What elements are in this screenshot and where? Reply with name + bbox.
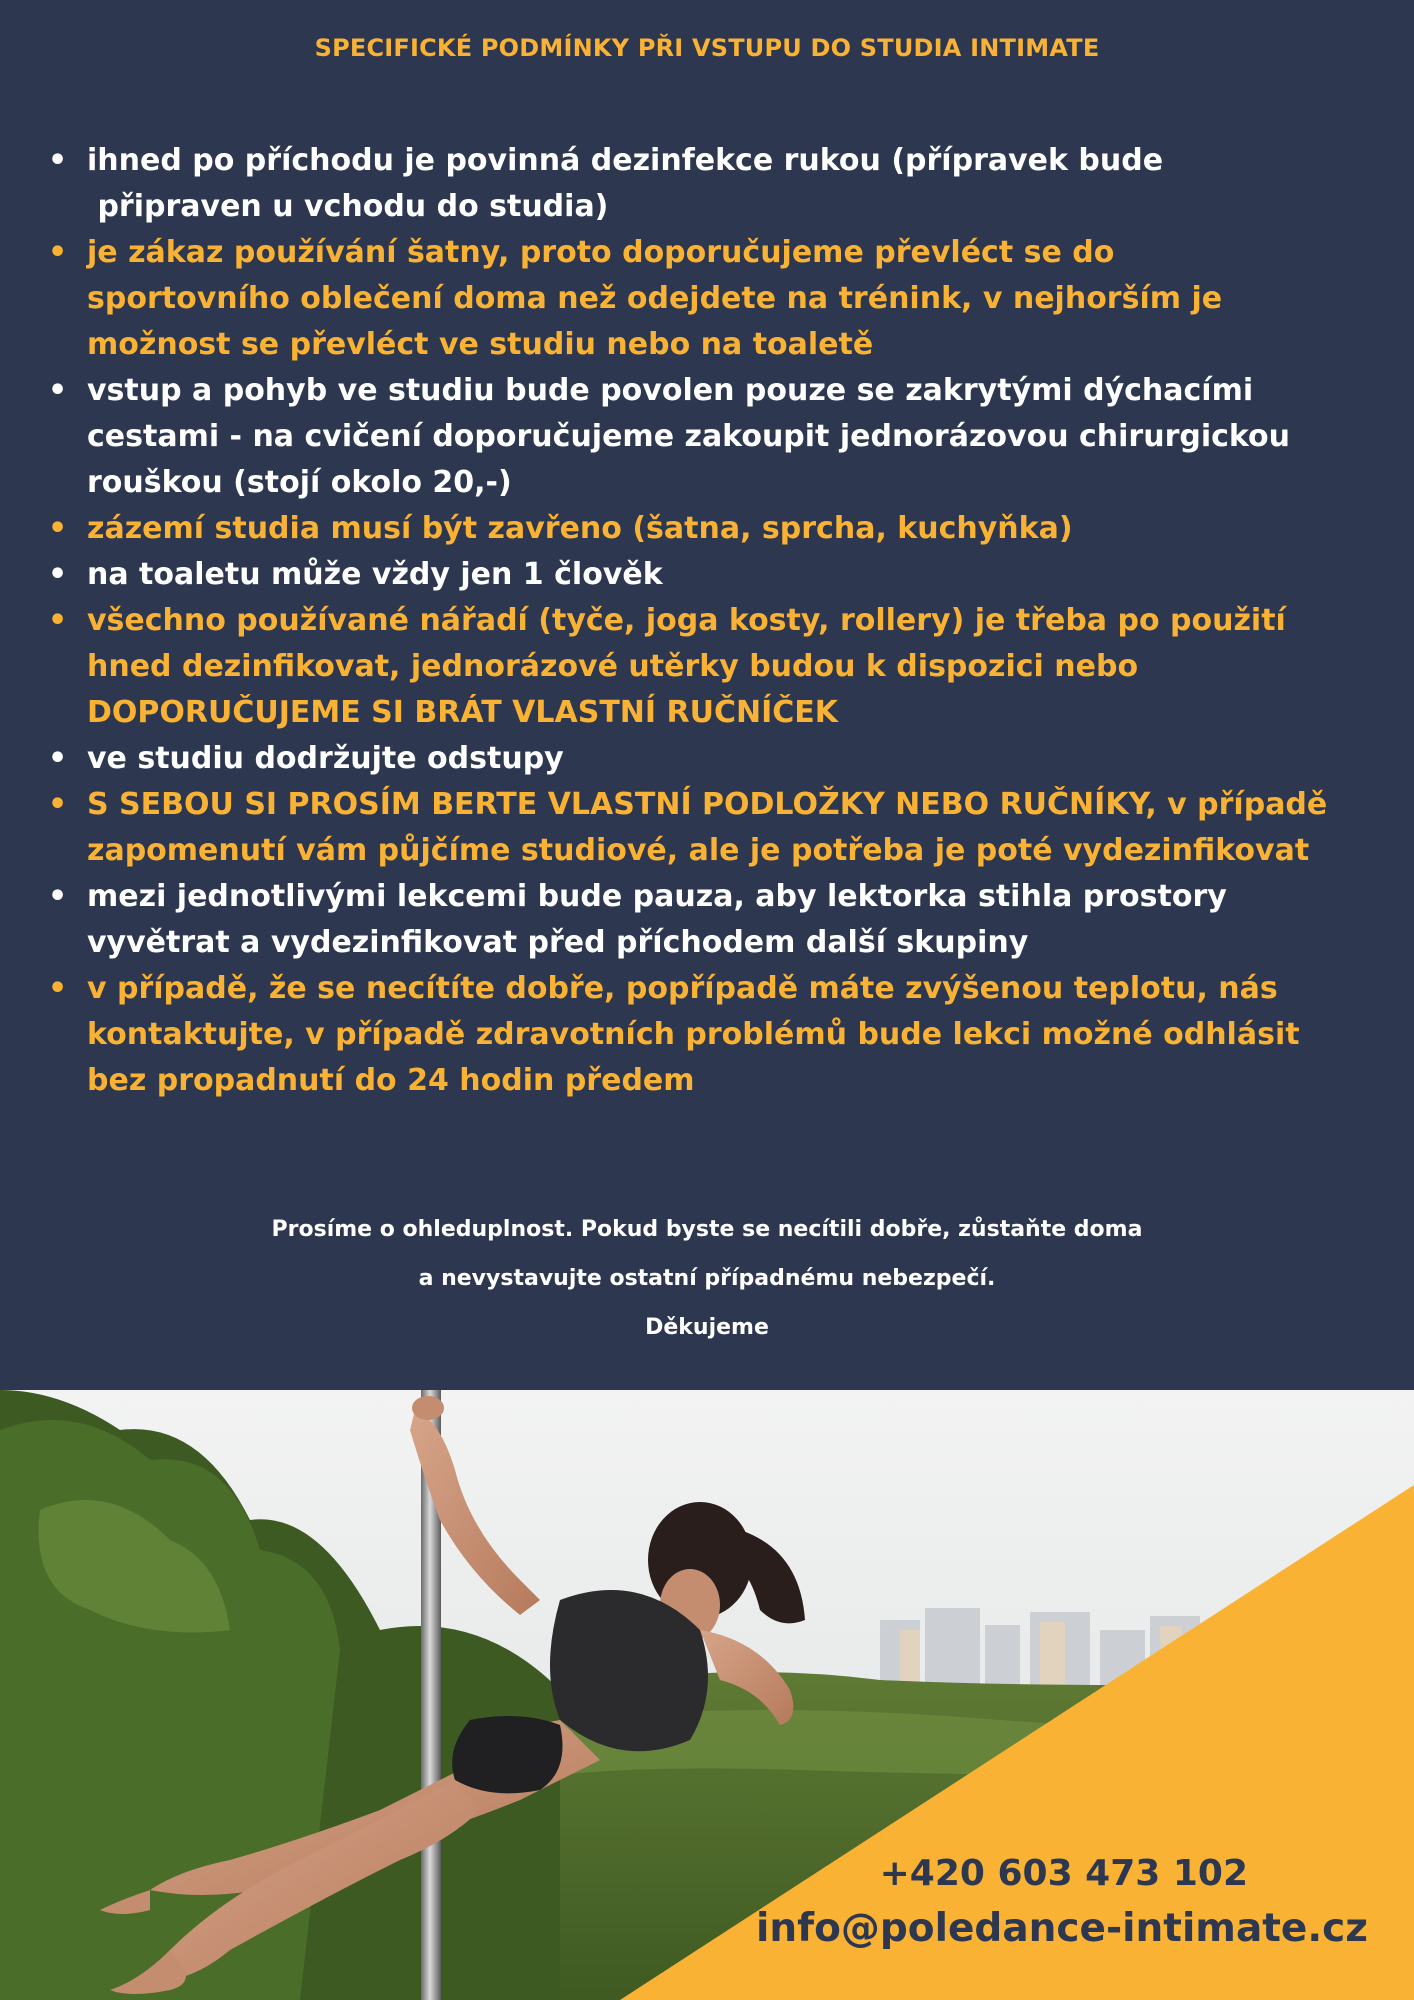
rule-line: S SEBOU SI PROSÍM BERTE VLASTNÍ PODLOŽKY NEBO RUČNÍKY, v případě — [87, 787, 1328, 822]
rule-line: je zákaz používání šatny, proto doporučujeme převléct se do — [87, 235, 1115, 270]
bullet-icon: • — [48, 373, 68, 408]
rule-line: bez propadnutí do 24 hodin předem — [87, 1063, 695, 1098]
contact-info — [756, 1848, 1368, 1958]
rule-item — [42, 506, 1382, 552]
rule-line: vstup a pohyb ve studiu bude povolen pouze se zakrytými dýchacími — [87, 373, 1254, 408]
rule-line: cestami - na cvičení doporučujeme zakoupit jednorázovou chirurgickou — [87, 419, 1291, 454]
rule-item — [42, 230, 1382, 368]
rule-line: všechno používané nářadí (tyče, joga kosty, rollery) je třeba po použití — [87, 603, 1286, 638]
rule-line: rouškou (stojí okolo 20,-) — [87, 465, 512, 500]
rule-item — [42, 598, 1382, 736]
rule-item — [42, 782, 1382, 874]
rule-line: sportovního oblečení doma než odejdete na trénink, v nejhorším je — [87, 281, 1223, 316]
rule-item — [42, 138, 1382, 230]
closing-line: a nevystavujte ostatní případnému nebezpečí. — [418, 1266, 996, 1291]
bullet-icon: • — [48, 235, 68, 270]
rule-line: na toaletu může vždy jen 1 člověk — [87, 557, 663, 592]
rules-list — [42, 138, 1382, 1104]
closing-line: Děkujeme — [645, 1315, 769, 1340]
contact-email[interactable]: info@poledance-intimate.cz — [755, 1906, 1368, 1951]
bullet-icon: • — [48, 879, 68, 914]
bullet-icon: • — [48, 143, 68, 178]
rule-item — [42, 552, 1382, 598]
rule-item — [42, 966, 1382, 1104]
rule-line: ve studiu dodržujte odstupy — [87, 741, 564, 776]
rule-line: DOPORUČUJEME SI BRÁT VLASTNÍ RUČNÍČEK — [87, 695, 838, 730]
bullet-icon: • — [48, 603, 68, 638]
bullet-icon: • — [48, 511, 68, 546]
rule-line: zapomenutí vám půjčíme studiové, ale je potřeba je poté vydezinfikovat — [87, 833, 1310, 868]
contact-phone[interactable]: +420 603 473 102 — [879, 1853, 1248, 1894]
rule-item — [42, 736, 1382, 782]
rule-line: možnost se převléct ve studiu nebo na toaletě — [87, 327, 874, 362]
rule-line: v případě, že se necítíte dobře, popřípadě máte zvýšenou teplotu, nás — [87, 971, 1278, 1006]
rule-item — [42, 368, 1382, 506]
bullet-icon: • — [48, 557, 68, 592]
rule-line: kontaktujte, v případě zdravotních problémů bude lekci možné odhlásit — [87, 1017, 1300, 1052]
bullet-icon: • — [48, 741, 68, 776]
poster-title: SPECIFICKÉ PODMÍNKY PŘI VSTUPU DO STUDIA INTIMATE — [314, 34, 1100, 62]
rule-line: připraven u vchodu do studia) — [87, 189, 609, 224]
closing-message — [0, 1205, 1414, 1352]
closing-line: Prosíme o ohleduplnost. Pokud byste se necítili dobře, zůstaňte doma — [271, 1217, 1143, 1242]
rule-line: ihned po příchodu je povinná dezinfekce rukou (přípravek bude — [87, 143, 1164, 178]
rule-line: mezi jednotlivými lekcemi bude pauza, aby lektorka stihla prostory — [87, 879, 1227, 914]
rule-line: zázemí studia musí být zavřeno (šatna, sprcha, kuchyňka) — [87, 511, 1073, 546]
bullet-icon: • — [48, 787, 68, 822]
rule-item — [42, 874, 1382, 966]
rule-line: hned dezinfikovat, jednorázové utěrky budou k dispozici nebo — [87, 649, 1139, 684]
bullet-icon: • — [48, 971, 68, 1006]
rule-line: vyvětrat a vydezinfikovat před příchodem další skupiny — [87, 925, 1029, 960]
